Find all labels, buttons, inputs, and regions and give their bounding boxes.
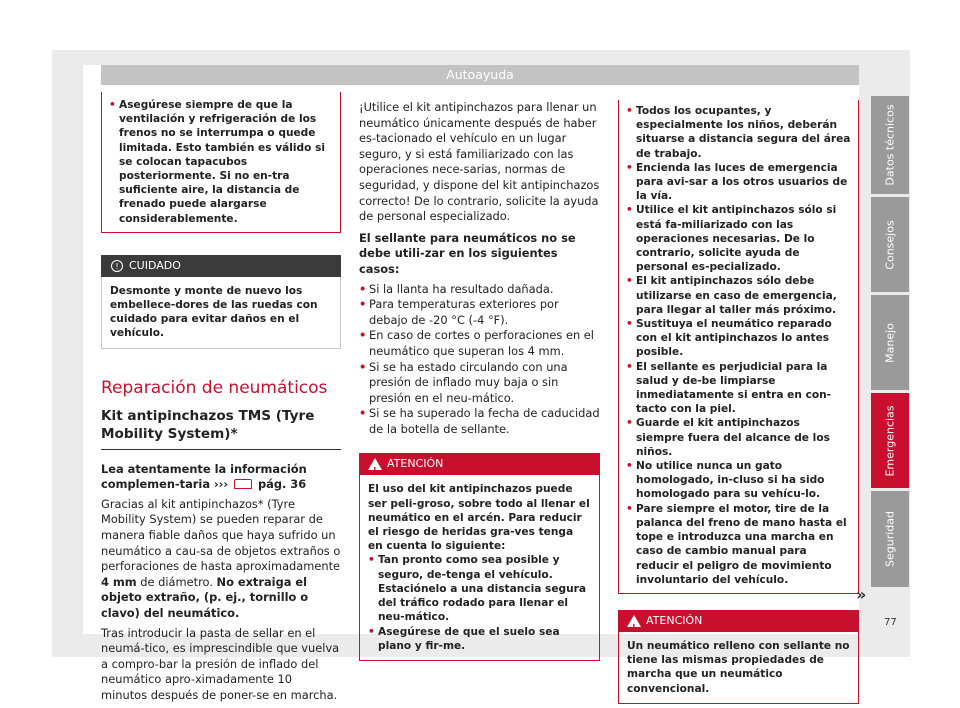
warning-triangle-icon: ! (627, 615, 641, 627)
warning-header (618, 610, 859, 632)
warning-bullet: • Encienda las luces de emergencia para avi-sar a los otros usuarios de la vía. (626, 161, 851, 204)
list-item: • Para temperaturas exteriores por debajo de -20 °C (-4 °F). (359, 297, 600, 328)
tab-label: Emergencias (883, 404, 897, 477)
tab-emergencias[interactable] (871, 393, 909, 488)
info-circle-icon: ! (111, 260, 123, 272)
warning-bullet: • Guarde el kit antipinchazos siempre fuera del alcance de los niños. (626, 416, 851, 459)
tab-datos-tecnicos[interactable] (871, 96, 909, 194)
list-item: • En caso de cortes o perforaciones en el neumático que superan los 4 mm. (359, 328, 600, 359)
warning-continued-box (101, 92, 341, 233)
page-reference-link[interactable]: pág. 36 (258, 477, 307, 492)
tab-label: Seguridad (883, 511, 897, 567)
warning-bullet: • El kit antipinchazos sólo debe utilizarse en caso de emergencia, para llegar al taller más próximo. (626, 274, 851, 317)
tab-label: Manejo (883, 322, 897, 363)
warning-text: Un neumático relleno con sellante no tiene las mismas propiedades de marcha que un neumático convencional. (618, 632, 859, 704)
warning-bullet: • Todos los ocupantes, y especialmente los niños, deberán situarse a distancia segura del área de trabajo. (626, 104, 851, 161)
warning-bullet: • Tan pronto como sea posible y seguro, de-tenga el vehículo. Estaciónelo a una distancia segura del tráfico rodado para llenar el neu-mático. (368, 553, 591, 624)
warning-triangle-icon: ! (368, 458, 382, 470)
read-note (101, 462, 341, 493)
tab-label: Consejos (883, 219, 897, 270)
book-icon (234, 479, 252, 489)
caution-header (101, 255, 341, 277)
warning-text: El uso del kit antipinchazos puede ser peli-groso, sobre todo al llenar el neumático en el arcén. Para reducir el riesgo de heridas gra-ves tenga en cuenta lo siguiente: (368, 483, 590, 553)
warning-bullet: • Pare siempre el motor, tire de la palanca del freno de mano hasta el tope e introduzca una marcha en caso de cambio manual para reducir el peligro de movimiento involuntario del vehículo. (626, 502, 851, 587)
sub-title: Kit antipinchazos TMS (Tyre Mobility System)* (101, 407, 341, 450)
warning-bullet: • Utilice el kit antipinchazos sólo si está fa-miliarizado con las operaciones necesarias. De lo contrario, solicite ayuda de personal es-pecializado. (626, 203, 851, 274)
caution-title: CUIDADO (129, 258, 181, 272)
paragraph-1-text: Gracias al kit antipinchazos* (Tyre Mobility System) se pueden reparar de manera fiable daños que haya sufrido un neumático a cau-sa de objetos extraños o perforaciones de hasta aproximadamente (101, 496, 341, 574)
continue-arrow-icon: » (856, 585, 867, 604)
warning-bullet: • Asegúrese de que el suelo sea plano y fir-me. (368, 625, 591, 653)
caution-text: Desmonte y monte de nuevo los embellece-dores de las ruedas con cuidado para evitar daños en el vehículo. (101, 277, 341, 349)
list-item: • Si se ha superado la fecha de caducidad de la botella de sellante. (359, 406, 600, 437)
warning-box (359, 453, 600, 660)
caution-box (101, 255, 341, 349)
column-1 (101, 92, 341, 708)
read-note-arrows: ››› (213, 477, 229, 492)
page-header: Autoayuda (101, 65, 859, 85)
tab-label: Datos técnicos (883, 104, 897, 186)
cases-list (359, 282, 600, 438)
page-number: 77 (884, 617, 897, 628)
section-title: Reparación de neumáticos (101, 377, 328, 398)
read-note-text: Lea atentamente la información complemen-taria (101, 461, 307, 492)
paragraph-intro: ¡Utilice el kit antipinchazos para llenar un neumático únicamente después de haber es-tacionado el vehículo en un lugar seguro, y si está familiarizado con las operaciones nece-sarias, normas de seguridad, y dispone del kit antipinchazos correcto! De lo contrario, solicite la ayuda de personal especializado. (359, 100, 600, 224)
warning-bullet: • No utilice nunca un gato homologado, in-cluso si ha sido homologado para su vehícu-lo. (626, 459, 851, 502)
list-item: • Si la llanta ha resultado dañada. (359, 282, 600, 298)
warning-title: ATENCIÓN (387, 457, 444, 471)
tab-manejo[interactable] (871, 295, 909, 390)
column-3 (618, 100, 859, 704)
warning-body (359, 475, 600, 660)
warning-bullet: • El sellante es perjudicial para la salud y de-be limpiarse inmediatamente si entra en con-tacto con la piel. (626, 360, 851, 417)
column-2 (359, 100, 600, 661)
tab-consejos[interactable] (871, 197, 909, 292)
warning-bullet: • Sustituya el neumático reparado con el kit antipinchazos lo antes posible. (626, 317, 851, 360)
warning-bullet: • Asegúrese siempre de que la ventilación y refrigeración de los frenos no se interrumpa o quede limitada. Esto también es válido si se colocan tapacubos posteriormente. Si no en-tra suficiente aire, la distancia de frenado puede alargarse considerablemente. (109, 98, 333, 226)
warning-header (359, 453, 600, 475)
paragraph-1-bold-2: No extraiga el objeto extraño, (p. ej., tornillo o clavo) del neumático. (101, 574, 309, 620)
paragraph-2: Tras introducir la pasta de sellar en el neumá-tico, es imprescindible que vuelva a compro-bar la presión de inflado del neumático apro-ximadamente 10 minutos después de poner-se en marcha. (101, 625, 340, 702)
warning-continued-box (618, 100, 859, 594)
tab-seguridad[interactable] (871, 491, 909, 587)
warning-box-2 (618, 610, 859, 704)
list-heading: El sellante para neumáticos no se debe utili-zar en los siguientes casos: (359, 230, 576, 276)
paragraph-1-bold: 4 mm (101, 574, 137, 589)
paragraph-1-end: de diámetro. (140, 574, 213, 589)
warning-title: ATENCIÓN (646, 613, 703, 627)
paragraph-1 (101, 497, 341, 622)
list-item: • Si se ha estado circulando con una presión de inflado muy baja o sin presión en el neu-mático. (359, 360, 600, 407)
